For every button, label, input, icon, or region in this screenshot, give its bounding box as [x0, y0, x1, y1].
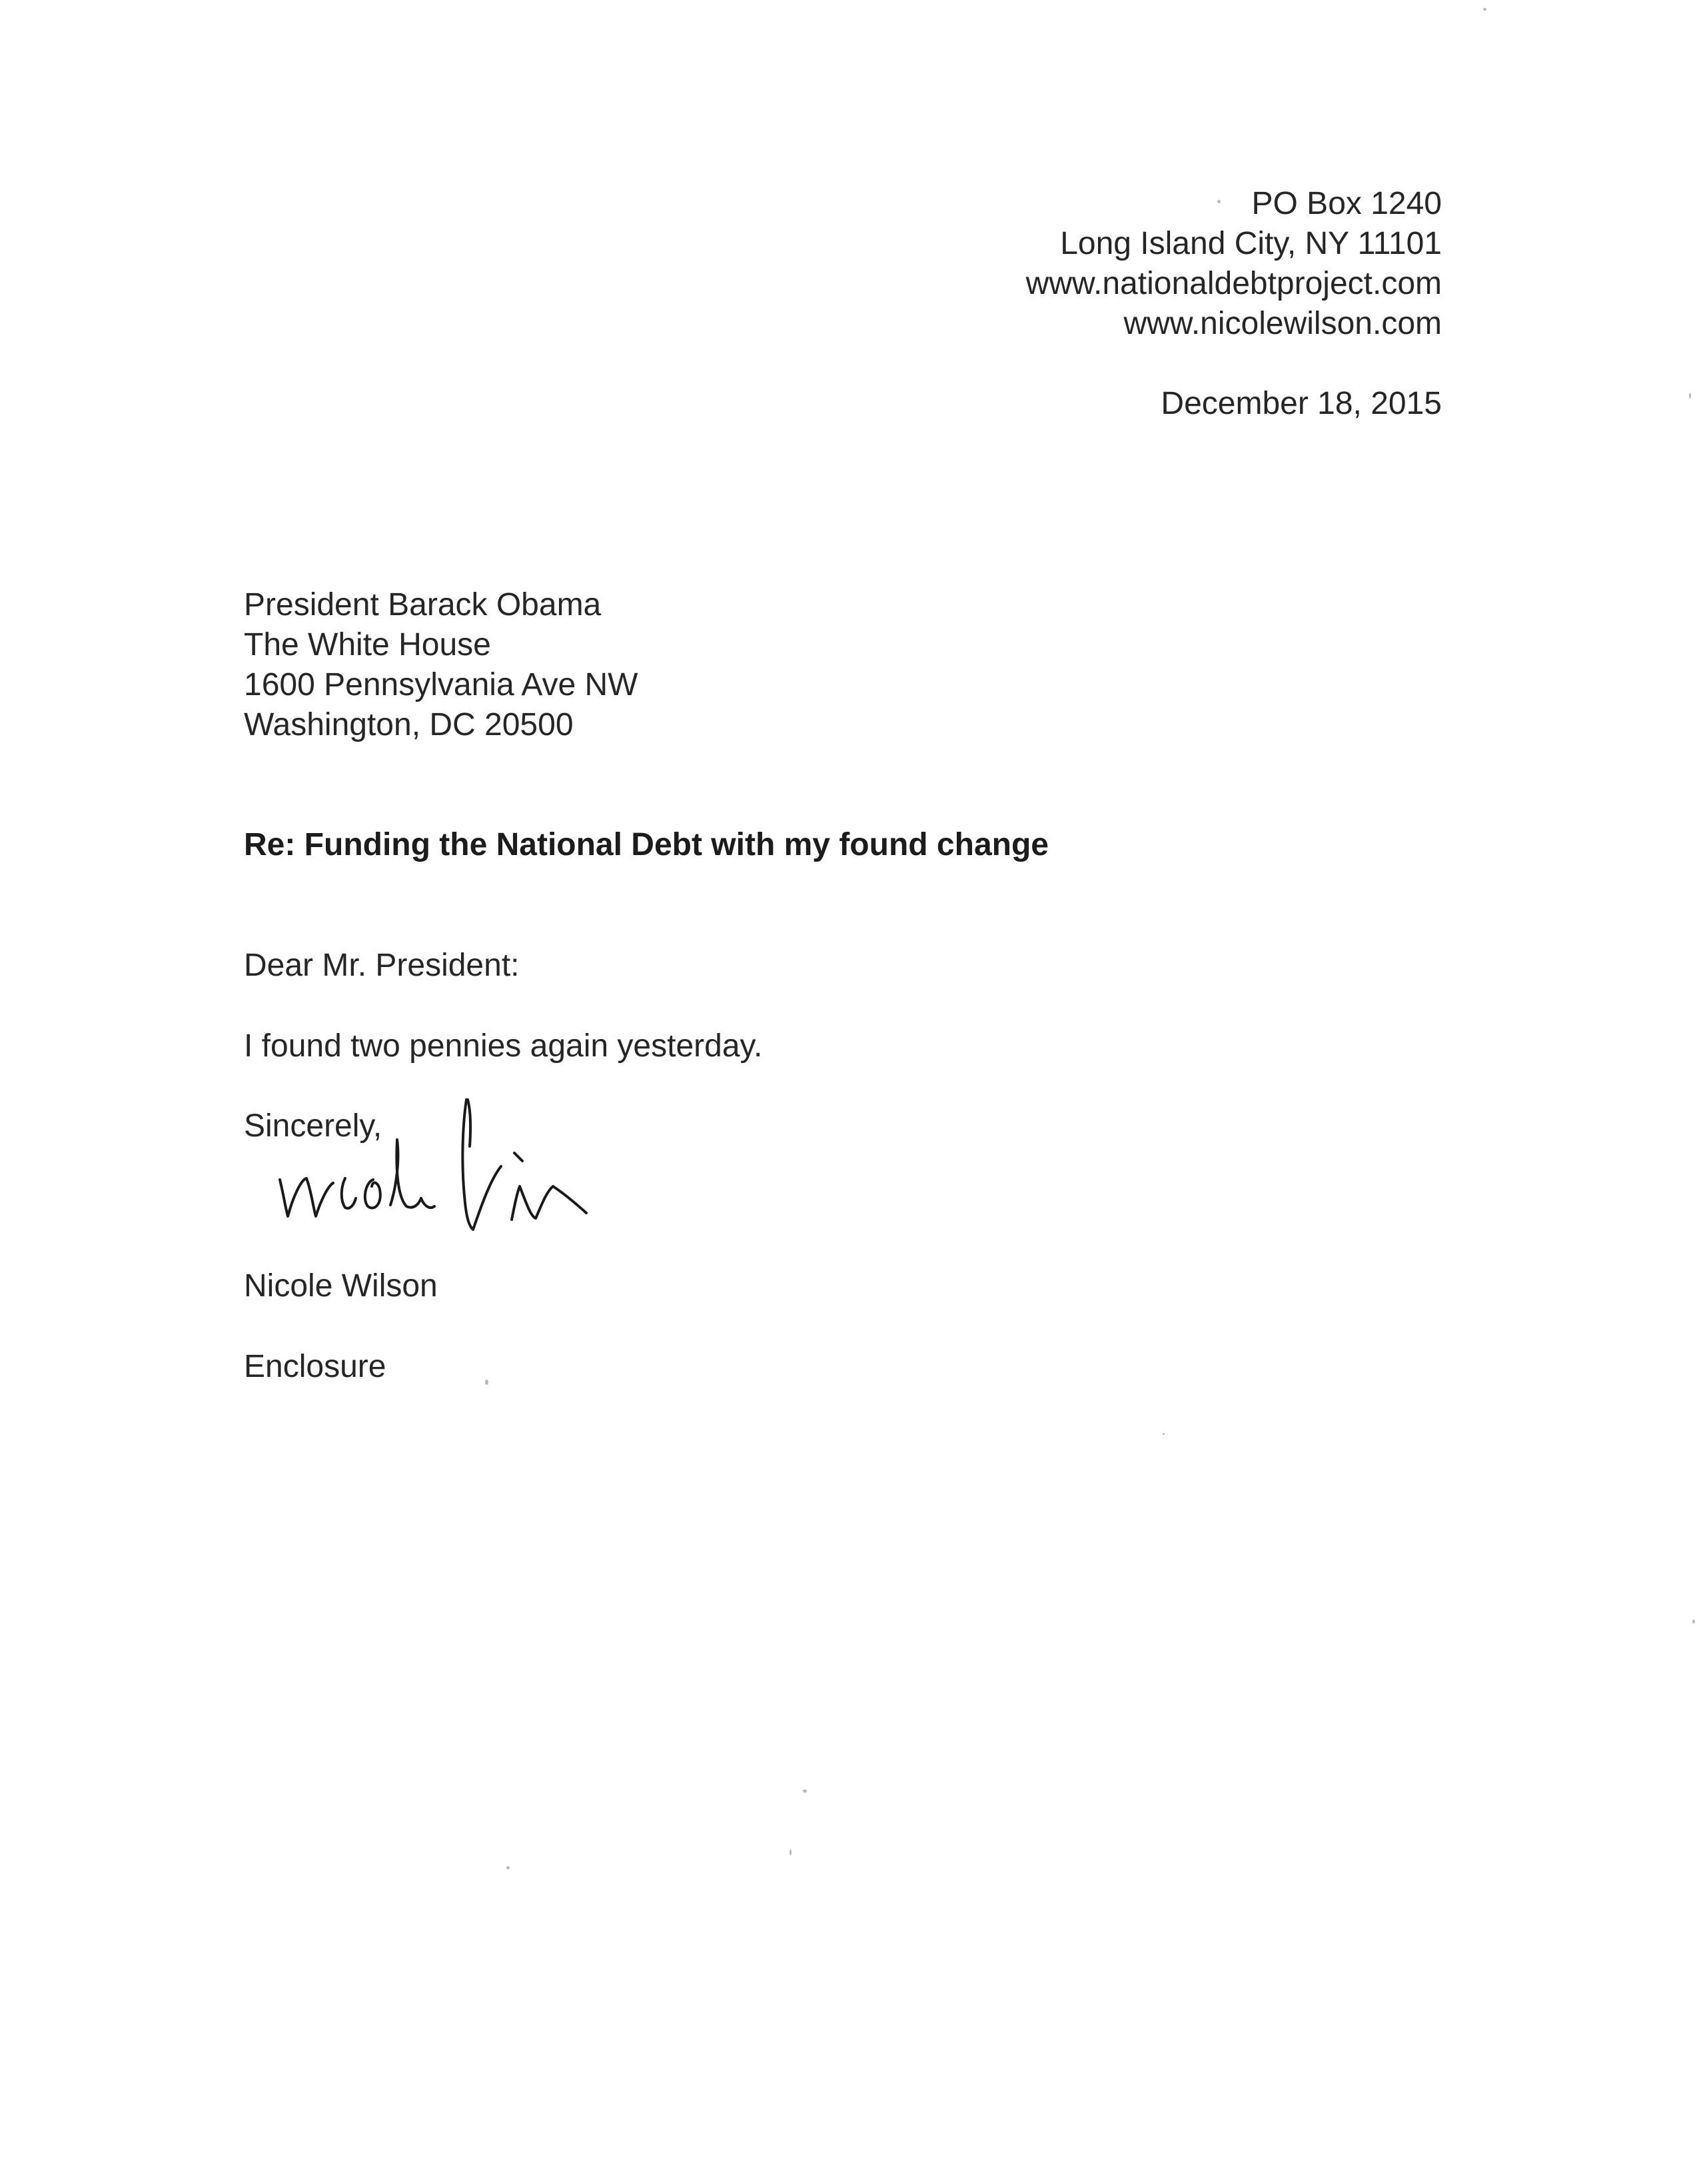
subject-line: Re: Funding the National Debt with my found change: [244, 827, 1049, 862]
handwritten-signature: [267, 1086, 666, 1240]
enclosure-note: Enclosure: [244, 1349, 386, 1384]
sender-city: Long Island City, NY 11101: [1060, 226, 1442, 261]
closing: Sincerely,: [244, 1108, 382, 1144]
recipient-line-4: Washington, DC 20500: [244, 707, 574, 742]
sender-po-box: PO Box 1240: [1251, 186, 1442, 221]
recipient-name: President Barack Obama: [244, 587, 602, 622]
sender-website-2: www.nicolewilson.com: [1123, 306, 1442, 341]
body-text: I found two pennies again yesterday.: [244, 1028, 763, 1064]
salutation: Dear Mr. President:: [244, 948, 520, 983]
signer-name: Nicole Wilson: [244, 1268, 438, 1304]
recipient-line-3: 1600 Pennsylvania Ave NW: [244, 667, 638, 702]
sender-website-1: www.nationaldebtproject.com: [1025, 266, 1442, 301]
recipient-line-2: The White House: [244, 627, 491, 662]
letter-date: December 18, 2015: [1161, 386, 1442, 421]
